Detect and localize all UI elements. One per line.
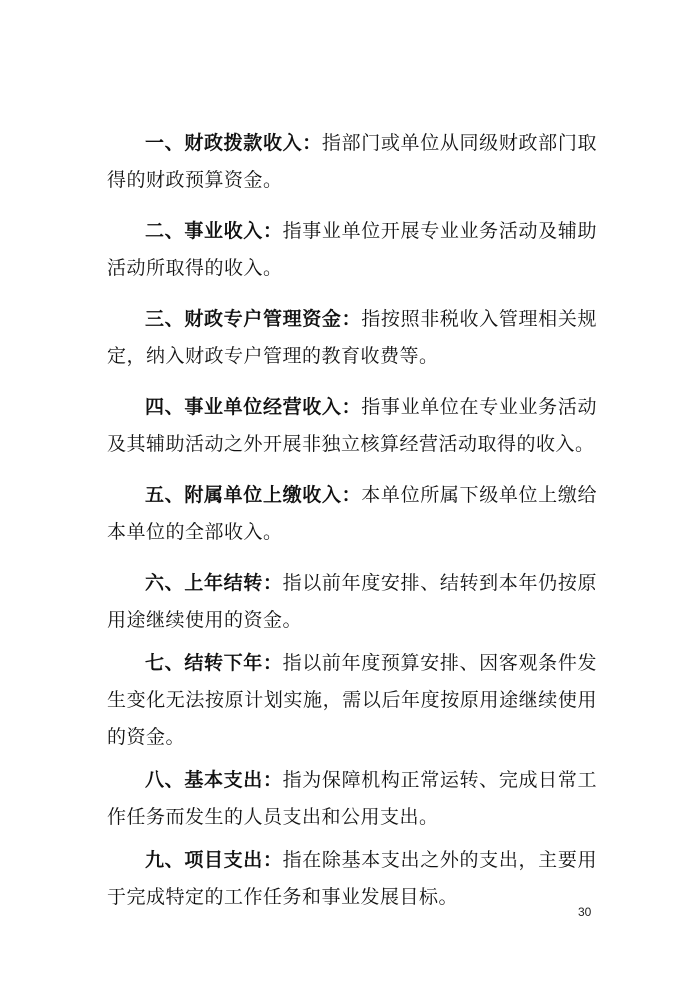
glossary-entry-1 <box>107 125 597 199</box>
glossary-entry-8 <box>107 762 597 836</box>
entry-description: 指以前年度预算安排、因客观条件发生变化无法按原计划实施，需以后年度按原用途继续使用的资金。 <box>107 652 597 748</box>
entry-term: 六、上年结转： <box>145 572 283 594</box>
entry-term: 五、附属单位上缴收入： <box>145 484 362 506</box>
entry-description: 指按照非税收入管理相关规定，纳入财政专户管理的教育收费等。 <box>107 308 597 367</box>
page-number: 30 <box>578 905 592 919</box>
entry-term: 一、财政拨款收入： <box>145 132 322 154</box>
glossary-entry-6 <box>107 565 597 639</box>
glossary-entry-7 <box>107 645 597 756</box>
glossary-content <box>107 125 597 916</box>
entry-term: 七、结转下年： <box>145 652 283 674</box>
entry-description: 指部门或单位从同级财政部门取得的财政预算资金。 <box>107 132 597 191</box>
entry-term: 九、项目支出： <box>145 849 283 871</box>
entry-description: 指事业单位在专业业务活动及其辅助活动之外开展非独立核算经营活动取得的收入。 <box>107 396 597 455</box>
entry-description: 指事业单位开展专业业务活动及辅助活动所取得的收入。 <box>107 220 597 279</box>
glossary-entry-9 <box>107 842 597 916</box>
entry-description: 指在除基本支出之外的支出，主要用于完成特定的工作任务和事业发展目标。 <box>107 849 597 908</box>
glossary-entry-5 <box>107 477 597 551</box>
glossary-entry-2 <box>107 213 597 287</box>
entry-description: 本单位所属下级单位上缴给本单位的全部收入。 <box>107 484 597 543</box>
entry-description: 指为保障机构正常运转、完成日常工作任务而发生的人员支出和公用支出。 <box>107 769 597 828</box>
entry-term: 八、基本支出： <box>145 769 283 791</box>
entry-term: 四、事业单位经营收入： <box>145 396 362 418</box>
glossary-entry-4 <box>107 389 597 463</box>
entry-term: 三、财政专户管理资金： <box>145 308 362 330</box>
entry-term: 二、事业收入： <box>145 220 283 242</box>
entry-description: 指以前年度安排、结转到本年仍按原用途继续使用的资金。 <box>107 572 597 631</box>
glossary-entry-3 <box>107 301 597 375</box>
